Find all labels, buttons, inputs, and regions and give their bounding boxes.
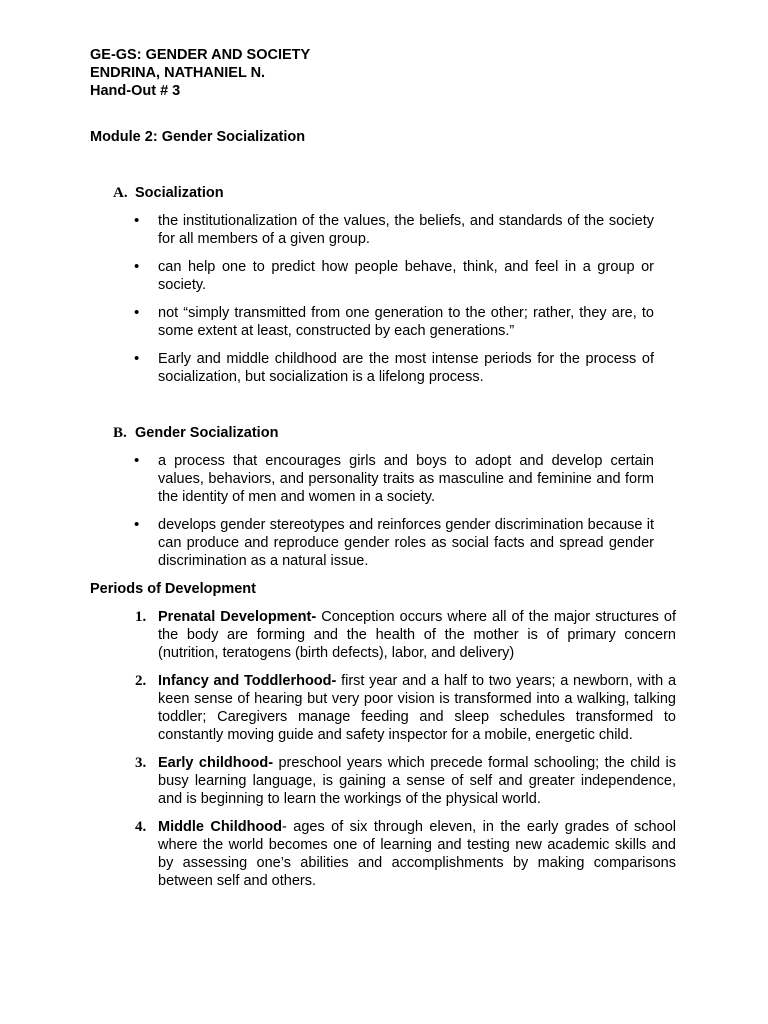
handout-number: Hand-Out # 3	[90, 83, 181, 99]
bullet-icon: •	[134, 258, 140, 275]
list-item	[135, 672, 677, 744]
section-title: Gender Socialization	[135, 425, 279, 441]
section-heading	[113, 184, 609, 202]
list-item	[134, 516, 654, 570]
list-item	[134, 350, 654, 386]
list-item	[134, 212, 654, 248]
section-title: Socialization	[135, 185, 224, 201]
section-gender-socialization	[113, 424, 654, 570]
list-item	[135, 754, 676, 808]
list-item-text: not “simply transmitted from one generation to the other; rather, they are, to some extent at least, constructed by each generations.”	[158, 305, 654, 339]
bullet-list	[134, 452, 654, 570]
list-item-text: a process that encourages girls and boys to adopt and develop certain values, behaviors, and personality traits as masculine and feminine and form the identity of men and women in a society.	[158, 453, 654, 505]
list-item	[134, 452, 654, 506]
period-term: Infancy and Toddlerhood-	[158, 673, 337, 689]
author-name: ENDRINA, NATHANIEL N.	[90, 65, 266, 81]
section-heading	[113, 424, 609, 442]
list-item-text: develops gender stereotypes and reinforces gender discrimination because it can produce and reproduce gender roles as social facts and spread gender discrimination as a natural issue.	[158, 517, 654, 569]
section-socialization	[113, 184, 654, 386]
document-header	[90, 46, 310, 100]
period-description: preschool years which precede formal schooling; the child is busy learning language, is gaining a sense of self and greater independence, and is beginning to learn the workings of the physical world.	[158, 755, 676, 807]
list-item	[135, 818, 676, 890]
period-term: Prenatal Development-	[158, 609, 317, 625]
module-title: Module 2: Gender Socialization	[90, 129, 306, 145]
list-item	[134, 304, 654, 340]
item-number: 1.	[135, 609, 147, 625]
list-item-text: Early and middle childhood are the most intense periods for the process of socialization, but socialization is a lifelong process.	[158, 351, 654, 385]
item-number: 3.	[135, 755, 147, 771]
list-item-text: the institutionalization of the values, the beliefs, and standards of the society for all members of a given group.	[158, 213, 654, 247]
period-description: - ages of six through eleven, in the early grades of school where the world becomes one of learning and testing new academic skills and by assessing one’s abilities and accomplishments by making comparisons between self and others.	[158, 819, 676, 889]
period-description: first year and a half to two years; a newborn, with a keen sense of hearing but very poor vision is transformed into a walking, talking toddler; Caregivers manage feeding and sleep schedules transformed to constantly moving guide and safety inspector for a mobile, energetic child.	[158, 673, 677, 743]
period-term: Early childhood-	[158, 755, 274, 771]
section-letter: B.	[113, 425, 127, 441]
list-item	[134, 258, 654, 294]
periods-list	[135, 598, 677, 890]
item-number: 4.	[135, 819, 147, 835]
bullet-icon: •	[134, 304, 140, 321]
bullet-icon: •	[134, 516, 140, 533]
periods-heading: Periods of Development	[90, 581, 256, 597]
period-description: Conception occurs where all of the major structures of the body are forming and the health of the mother is of primary concern (nutrition, teratogens (birth defects), labor, and delivery)	[158, 609, 677, 661]
item-number: 2.	[135, 673, 147, 689]
bullet-icon: •	[134, 452, 140, 469]
course-title: GE-GS: GENDER AND SOCIETY	[90, 47, 311, 63]
bullet-list	[134, 212, 654, 386]
section-letter: A.	[113, 185, 128, 201]
period-term: Middle Childhood	[158, 819, 283, 835]
list-item	[135, 608, 677, 662]
bullet-icon: •	[134, 212, 140, 229]
list-item-text: can help one to predict how people behave, think, and feel in a group or society.	[158, 259, 654, 293]
bullet-icon: •	[134, 350, 140, 367]
